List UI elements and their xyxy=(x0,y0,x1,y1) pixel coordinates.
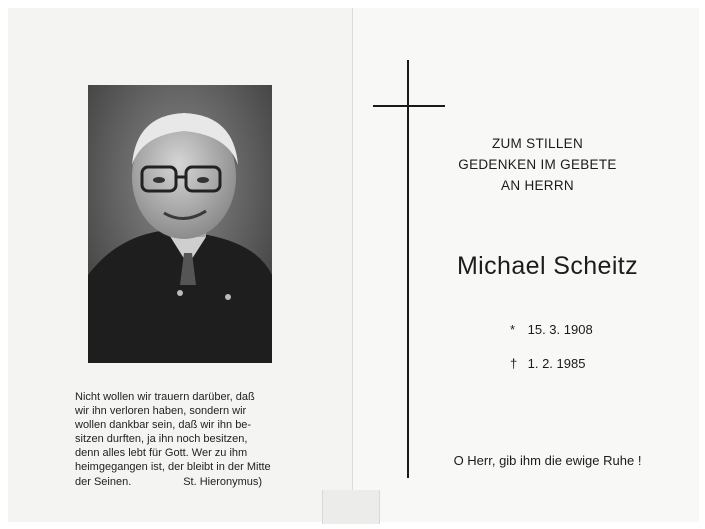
birth-date: 15. 3. 1908 xyxy=(527,322,593,337)
life-dates xyxy=(510,320,593,388)
quote-line: Nicht wollen wir trauern darüber, daß xyxy=(75,391,255,403)
memorial-quote xyxy=(75,390,285,489)
quote-line: der Seinen. St. Hieronymus) xyxy=(75,475,263,488)
deceased-name: Michael Scheitz xyxy=(456,252,639,280)
dedication-line: AN HERRN xyxy=(501,178,574,193)
closing-prayer: O Herr, gib ihm die ewige Ruhe ! xyxy=(453,453,642,468)
death-date-row xyxy=(510,354,593,388)
paper-tab xyxy=(322,490,380,524)
birth-date-row xyxy=(510,320,593,354)
birth-symbol: * xyxy=(510,322,516,337)
cross-vertical-bar xyxy=(407,60,409,478)
quote-line: heimgegangen ist, der bleibt in der Mitte xyxy=(75,461,271,474)
dedication-line: ZUM STILLEN xyxy=(491,136,584,151)
portrait-photo xyxy=(88,85,272,363)
dedication-heading xyxy=(455,133,620,196)
quote-line: sitzen durften, ja ihn noch besitzen, xyxy=(75,433,248,446)
quote-line: denn alles lebt für Gott. Wer zu ihm xyxy=(75,447,248,460)
quote-line: wollen dankbar sein, daß wir ihn be- xyxy=(75,419,252,432)
quote-line: wir ihn verloren haben, sondern wir xyxy=(75,405,247,418)
portrait-image xyxy=(88,85,272,363)
dedication-line: GEDENKEN IM GEBETE xyxy=(458,157,617,172)
cross-horizontal-bar xyxy=(373,105,445,107)
death-date: 1. 2. 1985 xyxy=(527,356,586,371)
death-symbol: † xyxy=(510,356,518,371)
